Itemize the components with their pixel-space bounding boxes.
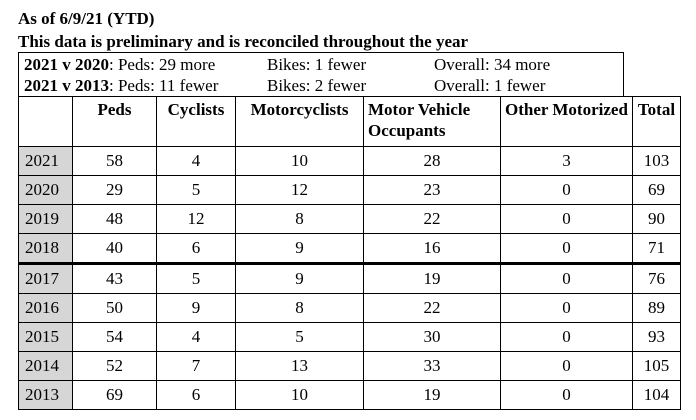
peds-column-header: Peds <box>73 97 157 147</box>
year-cell: 2015 <box>19 323 73 352</box>
comparison-peds-text: : Peds: 29 more <box>109 55 216 74</box>
cyclists-cell: 6 <box>157 381 236 410</box>
motorcyclists-column-header: Motorcyclists <box>236 97 364 147</box>
motor-vehicle-occupants-cell: 28 <box>364 147 501 176</box>
table-row <box>19 323 681 352</box>
motorcyclists-cell: 13 <box>236 352 364 381</box>
cyclists-column-header: Cyclists <box>157 97 236 147</box>
table-row <box>19 176 681 205</box>
motorcyclists-cell: 8 <box>236 294 364 323</box>
motorcyclists-cell: 10 <box>236 381 364 410</box>
motor-vehicle-occupants-cell: 22 <box>364 205 501 234</box>
cyclists-cell: 7 <box>157 352 236 381</box>
table-row <box>19 294 681 323</box>
motor-vehicle-occupants-cell: 19 <box>364 264 501 294</box>
other-motorized-cell: 0 <box>501 264 633 294</box>
motor-vehicle-occupants-cell: 16 <box>364 234 501 264</box>
cyclists-cell: 4 <box>157 147 236 176</box>
year-cell: 2020 <box>19 176 73 205</box>
comparison-label: 2021 v 2020 <box>24 55 109 74</box>
year-column-header <box>19 97 73 147</box>
cyclists-cell: 5 <box>157 176 236 205</box>
motorcyclists-cell: 8 <box>236 205 364 234</box>
peds-cell: 54 <box>73 323 157 352</box>
year-cell: 2017 <box>19 264 73 294</box>
total-column-header: Total <box>633 97 681 147</box>
peds-cell: 52 <box>73 352 157 381</box>
other-motorized-cell: 0 <box>501 352 633 381</box>
preliminary-note-heading: This data is preliminary and is reconciled throughout the year <box>18 32 469 51</box>
year-cell: 2016 <box>19 294 73 323</box>
comparison-peds-text: : Peds: 11 fewer <box>109 76 219 95</box>
comparison-row <box>19 54 623 76</box>
year-cell: 2018 <box>19 234 73 264</box>
other-motorized-cell: 0 <box>501 294 633 323</box>
table-row <box>19 352 681 381</box>
comparison-box <box>18 52 624 96</box>
motorcyclists-cell: 9 <box>236 234 364 264</box>
year-cell: 2013 <box>19 381 73 410</box>
total-cell: 71 <box>633 234 681 264</box>
peds-cell: 48 <box>73 205 157 234</box>
total-cell: 103 <box>633 147 681 176</box>
cyclists-cell: 9 <box>157 294 236 323</box>
cyclists-cell: 4 <box>157 323 236 352</box>
motor-vehicle-occupants-column-header: Motor Vehicle Occupants <box>364 97 501 147</box>
total-cell: 90 <box>633 205 681 234</box>
year-cell: 2014 <box>19 352 73 381</box>
other-motorized-cell: 0 <box>501 205 633 234</box>
other-motorized-cell: 3 <box>501 147 633 176</box>
cyclists-cell: 6 <box>157 234 236 264</box>
motor-vehicle-occupants-cell: 19 <box>364 381 501 410</box>
table-row <box>19 234 681 264</box>
peds-cell: 50 <box>73 294 157 323</box>
total-cell: 104 <box>633 381 681 410</box>
fatalities-table <box>18 96 681 410</box>
as-of-date-heading: As of 6/9/21 (YTD) <box>18 9 155 28</box>
table-row <box>19 205 681 234</box>
motorcyclists-cell: 12 <box>236 176 364 205</box>
motor-vehicle-occupants-cell: 30 <box>364 323 501 352</box>
other-motorized-cell: 0 <box>501 381 633 410</box>
other-motorized-cell: 0 <box>501 176 633 205</box>
motor-vehicle-occupants-cell: 22 <box>364 294 501 323</box>
comparison-bikes: Bikes: 2 fewer <box>267 76 367 95</box>
total-cell: 89 <box>633 294 681 323</box>
peds-cell: 43 <box>73 264 157 294</box>
table-row <box>19 381 681 410</box>
total-cell: 93 <box>633 323 681 352</box>
comparison-row <box>19 75 623 97</box>
peds-cell: 29 <box>73 176 157 205</box>
table-row <box>19 147 681 176</box>
comparison-peds <box>24 54 215 76</box>
total-cell: 76 <box>633 264 681 294</box>
table-header-row <box>19 97 681 147</box>
other-motorized-column-header: Other Motorized <box>501 97 633 147</box>
motor-vehicle-occupants-cell: 23 <box>364 176 501 205</box>
motorcyclists-cell: 9 <box>236 264 364 294</box>
total-cell: 69 <box>633 176 681 205</box>
peds-cell: 58 <box>73 147 157 176</box>
cyclists-cell: 12 <box>157 205 236 234</box>
comparison-bikes: Bikes: 1 fewer <box>267 55 367 74</box>
other-motorized-cell: 0 <box>501 234 633 264</box>
motorcyclists-cell: 5 <box>236 323 364 352</box>
total-cell: 105 <box>633 352 681 381</box>
peds-cell: 40 <box>73 234 157 264</box>
motor-vehicle-occupants-cell: 33 <box>364 352 501 381</box>
cyclists-cell: 5 <box>157 264 236 294</box>
comparison-overall: Overall: 34 more <box>434 55 551 74</box>
peds-cell: 69 <box>73 381 157 410</box>
comparison-overall: Overall: 1 fewer <box>434 76 546 95</box>
table-row <box>19 264 681 294</box>
year-cell: 2019 <box>19 205 73 234</box>
motorcyclists-cell: 10 <box>236 147 364 176</box>
other-motorized-cell: 0 <box>501 323 633 352</box>
comparison-label: 2021 v 2013 <box>24 76 109 95</box>
comparison-peds <box>24 75 218 97</box>
year-cell: 2021 <box>19 147 73 176</box>
